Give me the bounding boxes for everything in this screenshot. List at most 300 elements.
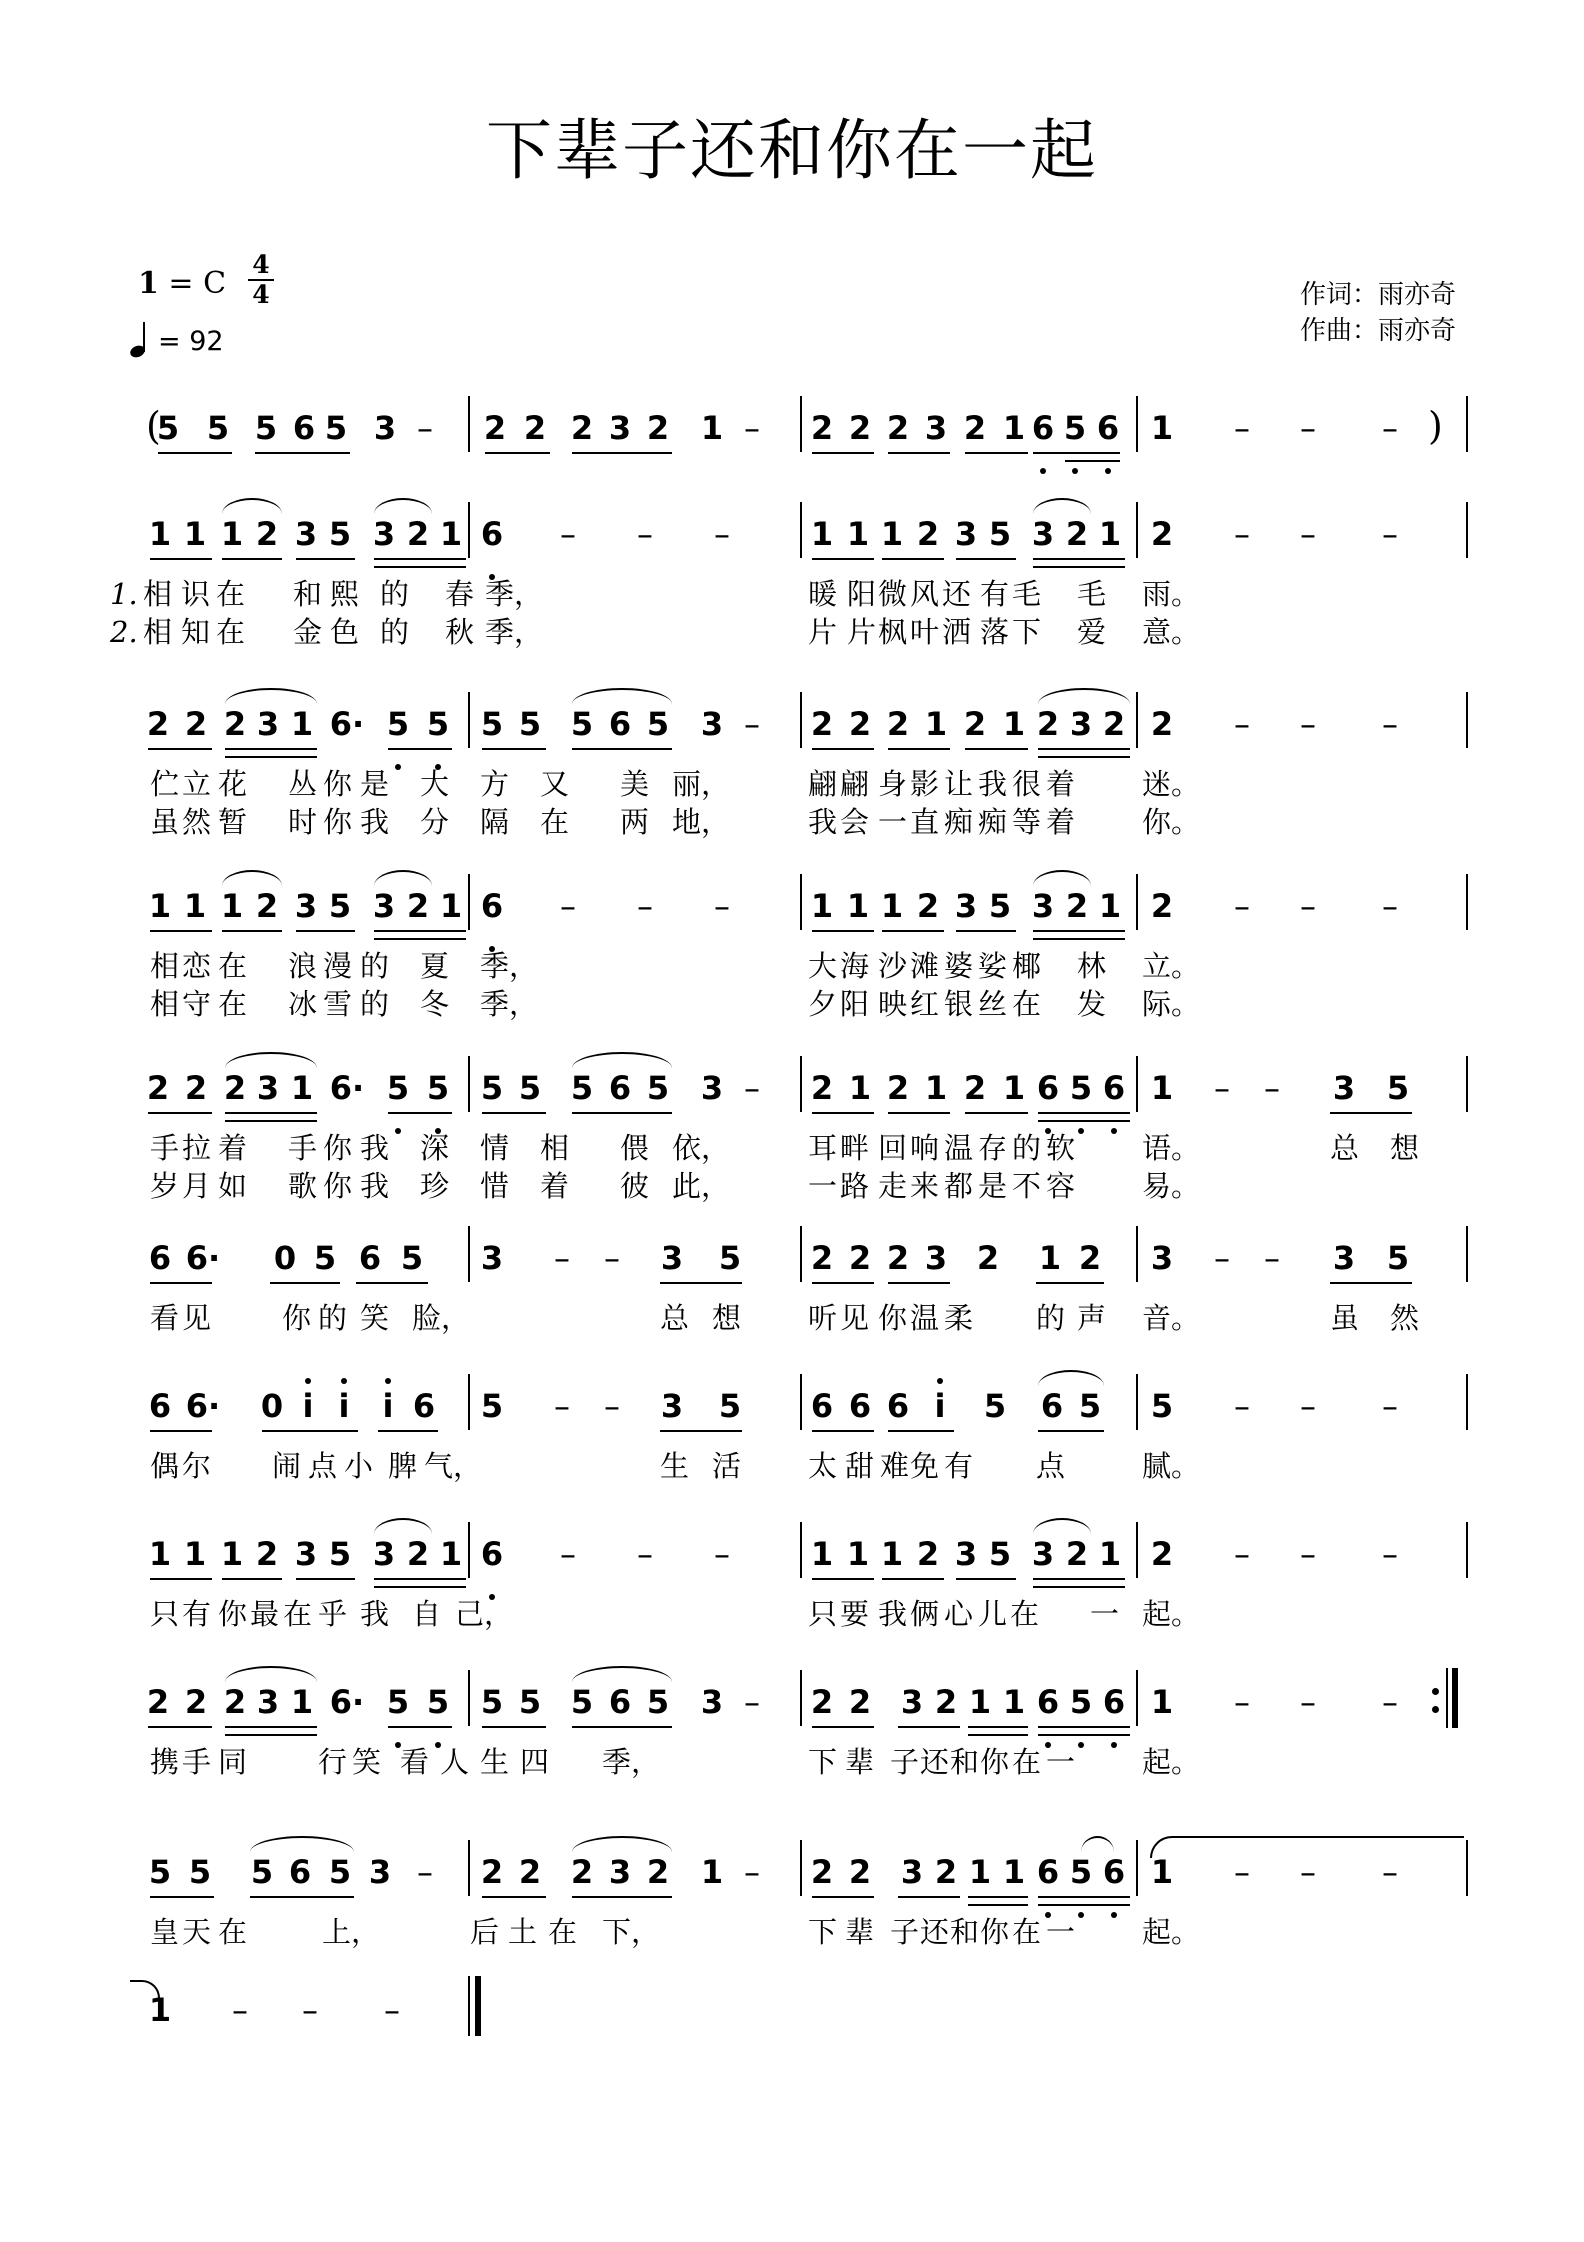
underline-beam: [1033, 558, 1125, 560]
lyric-syllable: 免: [910, 1449, 940, 1483]
system-5: [0, 1066, 1584, 1216]
note: 5: [386, 1069, 410, 1107]
lyric-syllable: 和: [950, 1915, 980, 1949]
underline-beam: [374, 938, 466, 940]
lyric-syllable: 彼: [620, 1169, 650, 1203]
note: 5: [988, 515, 1012, 553]
lyric-syllable: 笑: [352, 1745, 382, 1779]
lyric-syllable: 季，: [602, 1745, 661, 1779]
notes-row: [0, 884, 1584, 944]
note: 1: [148, 515, 172, 553]
note: 3: [660, 1387, 684, 1425]
note: 1: [700, 1853, 724, 1891]
final-thin-line: [468, 1976, 470, 2036]
lyric-syllable: 我: [360, 805, 390, 839]
underline-beam: [374, 558, 466, 560]
note: 1: [848, 1069, 872, 1107]
underline-beam: [1033, 1578, 1125, 1580]
barline: [468, 1840, 470, 1896]
lyric-syllable: 丽，: [672, 767, 731, 801]
note: 3: [294, 515, 318, 553]
system-3: [0, 702, 1584, 852]
dash-note: –: [1300, 1683, 1316, 1721]
lyric-syllable: 映: [878, 987, 908, 1021]
note: 3: [372, 1535, 396, 1573]
note: 6: [1102, 1683, 1126, 1721]
lyric-syllable: 的: [380, 615, 410, 649]
note: 5: [1150, 1387, 1174, 1425]
lyric-syllable: 惜: [480, 1169, 510, 1203]
lyric-syllable: 的: [360, 949, 390, 983]
lyric-syllable: 手: [288, 1131, 318, 1165]
note: 1: [1150, 409, 1174, 447]
note: 1: [846, 515, 870, 553]
lyric-syllable: 路: [840, 1169, 870, 1203]
dash-note: –: [1234, 1387, 1250, 1425]
barline-end: [1466, 1056, 1468, 1112]
lyric-syllable: 起。: [1142, 1915, 1201, 1949]
lyric-syllable: 一: [1046, 1915, 1076, 1949]
barline: [1136, 1056, 1138, 1112]
underline-beam: [1033, 452, 1120, 454]
underline-beam: [1038, 756, 1130, 758]
slur-arc: [1033, 870, 1091, 886]
lyric-syllable: 是: [360, 767, 390, 801]
final-barline: [468, 1976, 482, 2036]
note: 3: [660, 1239, 684, 1277]
lyric-syllable: 识: [181, 577, 211, 611]
lyric-syllable: 意。: [1142, 615, 1201, 649]
lyric-syllable: 依，: [672, 1131, 731, 1165]
note: 3: [368, 1853, 392, 1891]
slur-arc: [250, 1836, 354, 1852]
underline-beam: [1033, 938, 1125, 940]
lyric-syllable: 冰: [288, 987, 318, 1021]
note: 2: [1065, 887, 1089, 925]
lyric-syllable: 上，: [322, 1915, 381, 1949]
lyric-line-1: [0, 946, 1584, 986]
lyric-syllable: 娑: [978, 949, 1008, 983]
lyric-syllable: 相: [143, 615, 173, 649]
note: 2: [1150, 887, 1174, 925]
note: 6: [886, 1387, 910, 1425]
lyric-syllable: 总: [660, 1301, 690, 1335]
lyric-syllable: 珍: [420, 1169, 450, 1203]
dash-note: –: [1382, 1535, 1398, 1573]
underline-beam: [572, 452, 672, 454]
lyric-syllable: 有: [980, 577, 1010, 611]
dash-note: –: [1300, 887, 1316, 925]
lyric-syllable: 冬: [420, 987, 450, 1021]
lyric-syllable: 都: [944, 1169, 974, 1203]
underline-beam: [660, 1282, 742, 1284]
barline: [800, 1840, 802, 1896]
lyric-syllable: 等: [1012, 805, 1042, 839]
note: 5: [718, 1239, 742, 1277]
underline-beam: [378, 1430, 438, 1432]
dash-note: –: [1300, 705, 1316, 743]
lyric-line-1: [0, 764, 1584, 804]
lyric-syllable: 金: [293, 615, 323, 649]
lyric-syllable: 脸，: [412, 1301, 471, 1335]
lyric-syllable: 恋: [182, 949, 212, 983]
note: 5: [426, 705, 450, 743]
lyric-syllable: 你: [323, 767, 353, 801]
lyric-syllable: 色: [330, 615, 360, 649]
note: 5: [386, 1683, 410, 1721]
note: 2: [223, 1069, 247, 1107]
lyric-syllable: 际。: [1142, 987, 1201, 1021]
tie-arc-start: [1150, 1836, 1464, 1858]
barline: [800, 1226, 802, 1282]
underline-beam: [1038, 1904, 1130, 1906]
note: 2: [255, 1535, 279, 1573]
barline: [1136, 1226, 1138, 1282]
lyric-syllable: 声: [1077, 1301, 1107, 1335]
barline: [1136, 874, 1138, 930]
lyric-line-2: [0, 984, 1584, 1024]
lyric-syllable: 土: [508, 1915, 538, 1949]
dash-note: –: [1382, 1387, 1398, 1425]
note: 6: [1102, 1853, 1126, 1891]
lyric-syllable: 相: [150, 949, 180, 983]
note: 5: [328, 887, 352, 925]
note: i: [338, 1387, 350, 1425]
barline: [468, 1522, 470, 1578]
notes-row: [0, 1236, 1584, 1296]
lyric-syllable: 四: [520, 1745, 550, 1779]
slur-arc: [1081, 1836, 1114, 1852]
note: 1: [220, 1535, 244, 1573]
underline-beam: [812, 748, 874, 750]
note: 3: [924, 1239, 948, 1277]
note: 2: [1078, 1239, 1102, 1277]
note: 5: [646, 1069, 670, 1107]
note: 5: [1078, 1387, 1102, 1425]
barline: [1136, 502, 1138, 558]
lyric-syllable: 我: [360, 1597, 390, 1631]
lyric-syllable: 偎: [620, 1131, 650, 1165]
lyric-syllable: 起。: [1142, 1597, 1201, 1631]
lyric-syllable: 在: [1012, 1745, 1042, 1779]
note: 2: [1065, 515, 1089, 553]
note: 2: [848, 705, 872, 743]
underline-beam: [158, 452, 232, 454]
note: 2: [255, 887, 279, 925]
note: 5: [480, 1069, 504, 1107]
note: i: [934, 1387, 946, 1425]
barline-end: [1466, 874, 1468, 930]
lyric-syllable: 走: [878, 1169, 908, 1203]
note: 1: [1098, 887, 1122, 925]
underline-beam: [812, 1282, 874, 1284]
note: 5: [426, 1683, 450, 1721]
quarter-note-icon: [130, 327, 150, 357]
note: 5: [400, 1239, 424, 1277]
note: 5: [250, 1853, 274, 1891]
note: 6: [608, 1069, 632, 1107]
dash-note: –: [1234, 887, 1250, 925]
note: 6·: [185, 1387, 221, 1425]
underline-beam: [1033, 1586, 1125, 1588]
note: 5: [1386, 1239, 1410, 1277]
note: 3: [1150, 1239, 1174, 1277]
barline-end: [1466, 1226, 1468, 1282]
song-title: 下辈子还和你在一起: [486, 112, 1098, 189]
lyric-syllable: 你: [218, 1597, 248, 1631]
note: 2: [184, 1683, 208, 1721]
lyric-syllable: 着: [1046, 767, 1076, 801]
barline: [468, 692, 470, 748]
lyric-syllable: 俩: [910, 1597, 940, 1631]
note: 1: [290, 1069, 314, 1107]
note: 5: [206, 409, 230, 447]
note: 5: [324, 409, 348, 447]
lyric-syllable: 毛: [1077, 577, 1107, 611]
lyric-syllable: 暖: [808, 577, 838, 611]
underline-beam: [356, 1282, 428, 1284]
underline-beam: [150, 1430, 212, 1432]
lyric-syllable: 滩: [910, 949, 940, 983]
lyric-syllable: 辈: [845, 1915, 875, 1949]
note: 2: [1036, 705, 1060, 743]
lyric-syllable: 雨。: [1142, 577, 1201, 611]
lyric-syllable: 脾: [388, 1449, 418, 1483]
lyric-syllable: 美: [620, 767, 650, 801]
lyric-syllable: 毛: [1012, 577, 1042, 611]
lyric-syllable: 守: [182, 987, 212, 1021]
dash-note: –: [714, 887, 730, 925]
lyric-syllable: 起。: [1142, 1745, 1201, 1779]
note: 3: [373, 409, 397, 447]
underline-beam: [882, 930, 944, 932]
note: 2: [934, 1683, 958, 1721]
note: 1: [290, 1683, 314, 1721]
note: 2: [146, 705, 170, 743]
low-octave-dot: [1105, 468, 1111, 474]
note: 1: [148, 887, 172, 925]
barline: [800, 1056, 802, 1112]
note: 1: [1098, 1535, 1122, 1573]
dash-note: –: [302, 1991, 318, 2029]
lyric-syllable: 伫: [150, 767, 180, 801]
lyric-syllable: 易。: [1142, 1169, 1201, 1203]
notes-row: [0, 1384, 1584, 1444]
note: 5: [518, 1069, 542, 1107]
note: 1: [183, 1535, 207, 1573]
underline-beam: [888, 452, 950, 454]
note: 2: [480, 1853, 504, 1891]
note: 5: [480, 1387, 504, 1425]
slur-arc: [572, 688, 672, 704]
underline-beam: [270, 1282, 340, 1284]
dash-note: –: [1264, 1069, 1280, 1107]
lyric-syllable: 在: [216, 577, 246, 611]
lyric-syllable: 一: [878, 805, 908, 839]
system-6: [0, 1236, 1584, 1386]
lyric-syllable: 在: [218, 987, 248, 1021]
lyric-syllable: 如: [218, 1169, 248, 1203]
dash-note: –: [1234, 1535, 1250, 1573]
note: 2: [523, 409, 547, 447]
lyric-syllable: 总: [1330, 1131, 1360, 1165]
note: 3: [1069, 705, 1093, 743]
dash-note: –: [637, 1535, 653, 1573]
note: 6: [292, 409, 316, 447]
lyric-syllable: 的: [1036, 1301, 1066, 1335]
final-thick-line: [475, 1976, 481, 2036]
slur-arc: [374, 870, 432, 886]
high-octave-dot: [937, 1378, 943, 1384]
slur-arc: [572, 1836, 672, 1852]
barline: [468, 1226, 470, 1282]
underline-beam: [888, 748, 950, 750]
note: 6: [1031, 409, 1055, 447]
dash-note: –: [637, 515, 653, 553]
system-8: [0, 1532, 1584, 1682]
note: 6·: [329, 1069, 365, 1107]
note: 6·: [185, 1239, 221, 1277]
lyric-syllable: 生: [480, 1745, 510, 1779]
note: 3: [256, 705, 280, 743]
lyric-syllable: 下: [808, 1745, 838, 1779]
lyric-syllable: 的: [1012, 1131, 1042, 1165]
lyric-syllable: 月: [182, 1169, 212, 1203]
lyric-syllable: 大: [808, 949, 838, 983]
underline-beam: [812, 452, 874, 454]
lyric-syllable: 有: [944, 1449, 974, 1483]
lyric-line-2: [0, 802, 1584, 842]
notes-row: [0, 512, 1584, 572]
lyric-syllable: 看: [150, 1301, 180, 1335]
note: 1: [1002, 705, 1026, 743]
note: 2: [810, 1239, 834, 1277]
lyric-syllable: 点: [1036, 1449, 1066, 1483]
underline-beam: [572, 1896, 672, 1898]
repeat-end-barline: [1446, 1668, 1458, 1728]
underline-beam: [296, 1578, 355, 1580]
note: 6·: [329, 705, 365, 743]
lyric-syllable: 携: [150, 1745, 180, 1779]
dash-note: –: [554, 1387, 570, 1425]
note: 1: [1150, 1683, 1174, 1721]
underline-beam: [482, 1112, 546, 1114]
note: 5: [328, 1535, 352, 1573]
underline-beam: [148, 1726, 212, 1728]
underline-beam: [888, 1112, 950, 1114]
lyric-syllable: 生: [660, 1449, 690, 1483]
note: 3: [954, 1535, 978, 1573]
note: 1: [880, 887, 904, 925]
note: i: [382, 1387, 394, 1425]
note: 2: [916, 1535, 940, 1573]
lyric-syllable: 季，: [485, 577, 544, 611]
lyric-syllable: 阳: [840, 987, 870, 1021]
underline-beam: [150, 1578, 212, 1580]
time-bottom: 4: [252, 280, 270, 309]
note: 3: [294, 1535, 318, 1573]
lyric-syllable: 红: [910, 987, 940, 1021]
lyric-syllable: 又: [540, 767, 570, 801]
barline: [800, 1670, 802, 1726]
note: 5: [480, 1683, 504, 1721]
lyric-syllable: 温: [944, 1131, 974, 1165]
note: 3: [480, 1239, 504, 1277]
note: 1: [183, 515, 207, 553]
note: 1: [1002, 1069, 1026, 1107]
underline-beam: [965, 1112, 1028, 1114]
dash-note: –: [1234, 409, 1250, 447]
note: 2: [934, 1853, 958, 1891]
note: 2: [1065, 1535, 1089, 1573]
underline-beam: [1330, 1112, 1412, 1114]
dash-note: –: [1300, 1853, 1316, 1891]
lyric-line-1: [0, 1594, 1584, 1634]
underline-beam: [222, 1578, 282, 1580]
note: 6: [480, 887, 504, 925]
note: 5: [156, 409, 180, 447]
barline: [1136, 1840, 1138, 1896]
lyric-syllable: 一: [1090, 1597, 1120, 1631]
lyric-syllable: 要: [840, 1597, 870, 1631]
slur-arc: [1038, 688, 1130, 704]
underline-beam: [1038, 1896, 1130, 1898]
notes-row: [0, 1680, 1584, 1740]
underline-beam: [965, 748, 1028, 750]
note: 1: [700, 409, 724, 447]
lyric-syllable: 我: [978, 767, 1008, 801]
barline: [1136, 692, 1138, 748]
dash-note: –: [560, 515, 576, 553]
low-octave-dot: [1072, 468, 1078, 474]
note: 2: [1150, 1535, 1174, 1573]
dash-note: –: [714, 515, 730, 553]
lyric-syllable: 偶: [150, 1449, 180, 1483]
note: 3: [954, 515, 978, 553]
lyric-syllable: 的: [380, 577, 410, 611]
note: 1: [1002, 1853, 1026, 1891]
underline-beam: [888, 1282, 950, 1284]
underline-beam: [150, 1896, 214, 1898]
note: 2: [848, 1683, 872, 1721]
note: 5: [983, 1387, 1007, 1425]
lyric-syllable: 椰: [1012, 949, 1042, 983]
dash-note: –: [1214, 1069, 1230, 1107]
barline: [800, 1374, 802, 1430]
dash-note: –: [637, 887, 653, 925]
note: 1: [1038, 1239, 1062, 1277]
dash-note: –: [560, 1535, 576, 1573]
lyric-syllable: 季，: [485, 615, 544, 649]
underline-beam: [255, 452, 350, 454]
lyric-syllable: 着: [218, 1131, 248, 1165]
dash-note: –: [1382, 1853, 1398, 1891]
note: 1: [810, 887, 834, 925]
lyric-syllable: 天: [182, 1915, 212, 1949]
lyric-syllable: 人: [440, 1745, 470, 1779]
note: 2: [848, 1239, 872, 1277]
lyric-syllable: 迷。: [1142, 767, 1201, 801]
closing-parenthesis: ): [1428, 404, 1443, 448]
note: 1: [846, 887, 870, 925]
note: 5: [518, 1683, 542, 1721]
barline: [1136, 396, 1138, 452]
lyric-syllable: 手: [150, 1131, 180, 1165]
underline-beam: [388, 1112, 452, 1114]
verse-number: 2.: [110, 615, 138, 649]
dash-note: –: [1300, 515, 1316, 553]
note: 6: [148, 1239, 172, 1277]
